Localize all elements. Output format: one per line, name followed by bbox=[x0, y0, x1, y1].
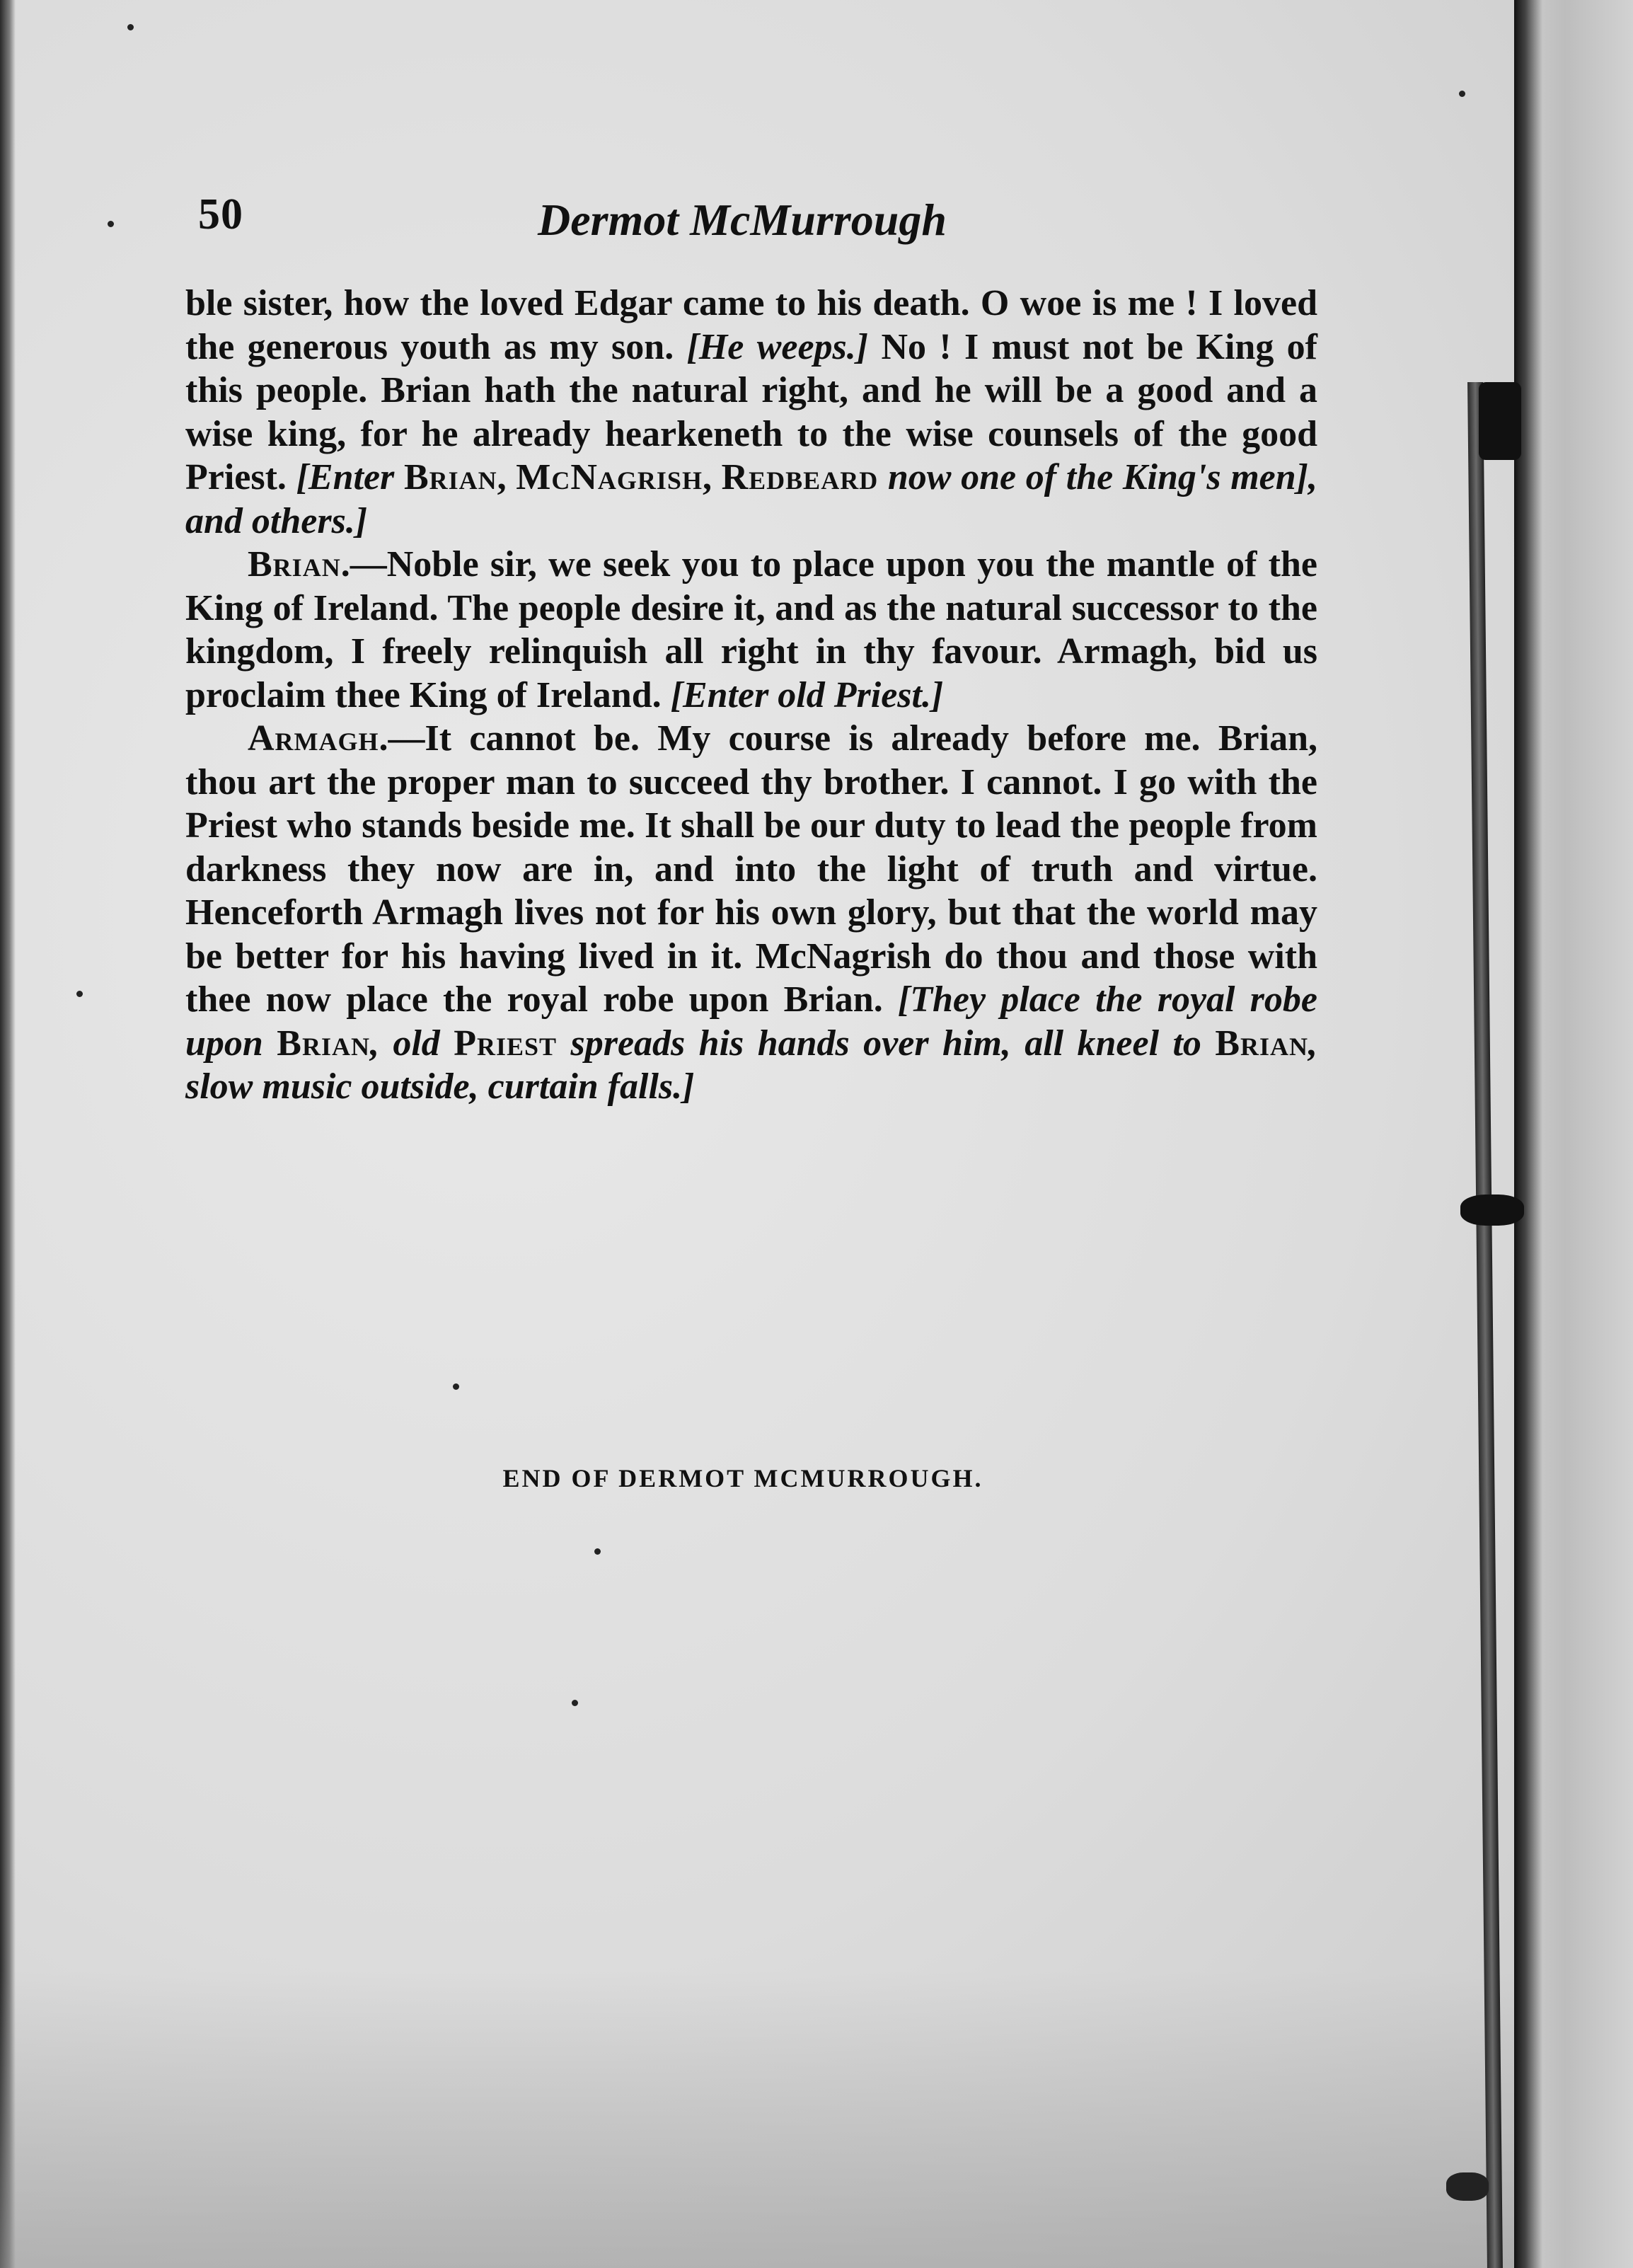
ink-speck bbox=[108, 221, 114, 227]
speaker-name: Brian bbox=[248, 544, 341, 585]
text-run: , bbox=[702, 457, 722, 497]
text-run: , bbox=[497, 457, 517, 497]
character-name: McNagrish bbox=[516, 457, 703, 497]
speech-text: .—Noble sir, we seek you to place upon you the mantle of the King of Ireland. The people desire it, and as the natural successor to the kingdom, I freely relinquish all right in thy favour. Armagh, bid us proclaim thee King of Ireland. bbox=[185, 544, 1317, 715]
stage-direction: , slow music outside, curtain falls.] bbox=[185, 1023, 1318, 1107]
speaker-name: Armagh bbox=[248, 718, 379, 759]
ink-speck bbox=[127, 24, 134, 30]
stage-direction: spreads his hands over him, all kneel to bbox=[557, 1023, 1216, 1064]
speech-brian bbox=[185, 543, 1317, 717]
character-name: Brian bbox=[277, 1023, 370, 1064]
paragraph-continuation bbox=[185, 282, 1317, 543]
ink-speck bbox=[594, 1548, 601, 1555]
book-title: Dermot McMurrough bbox=[538, 195, 947, 245]
stage-direction: [They place the royal robe upon bbox=[185, 979, 1317, 1064]
ink-speck bbox=[453, 1383, 459, 1390]
stage-direction: now one of the King's men], and others.] bbox=[185, 457, 1317, 541]
binding-stitch bbox=[1460, 1195, 1524, 1226]
ink-speck bbox=[76, 991, 83, 997]
speech-armagh bbox=[185, 717, 1317, 1109]
stage-direction: [He weeps.] bbox=[686, 326, 869, 367]
stage-direction: [Enter bbox=[296, 457, 404, 497]
page-number: 50 bbox=[198, 190, 243, 238]
running-head bbox=[198, 183, 1472, 267]
character-name: Brian bbox=[403, 457, 497, 497]
character-name: Brian bbox=[1215, 1023, 1309, 1064]
book-gutter-shadow bbox=[1514, 0, 1542, 2268]
bottom-shadow bbox=[0, 1971, 1633, 2268]
speech-text: .—It cannot be. My course is already before me. Brian, thou art the proper man to succeed thy brother. I cannot. I go with the Priest who stands beside me. It shall be our duty to lead the people from darkness they now are in, and into the light of truth and virtue. Henceforth Armagh lives not for his own glory, but that the world may be better for his having lived in it. McNagrish do thou and those with thee now place the royal robe upon Brian. bbox=[185, 718, 1317, 1020]
character-name: Redbeard bbox=[721, 457, 879, 497]
stage-direction: , old bbox=[369, 1023, 454, 1064]
binding-stitch bbox=[1446, 2172, 1489, 2201]
stage-direction: [Enter old Priest.] bbox=[670, 674, 944, 715]
character-name: Priest bbox=[454, 1023, 558, 1064]
body-text bbox=[185, 282, 1317, 1109]
text-run: ble sister, how the loved Edgar came to his death. O woe is me ! I loved the generous youth as my son. bbox=[185, 283, 1317, 367]
left-page-edge bbox=[0, 0, 16, 2268]
binding-stitch bbox=[1479, 382, 1521, 460]
ink-speck bbox=[572, 1700, 578, 1706]
end-of-play-line: END OF DERMOT MCMURROUGH. bbox=[502, 1464, 983, 1492]
ink-speck bbox=[1459, 91, 1465, 97]
text-run: No ! I must not be King of this people. Brian hath the natural right, and he will be a good and a wise king, for he already hearkeneth to the wise counsels of the good Priest. bbox=[185, 326, 1317, 497]
